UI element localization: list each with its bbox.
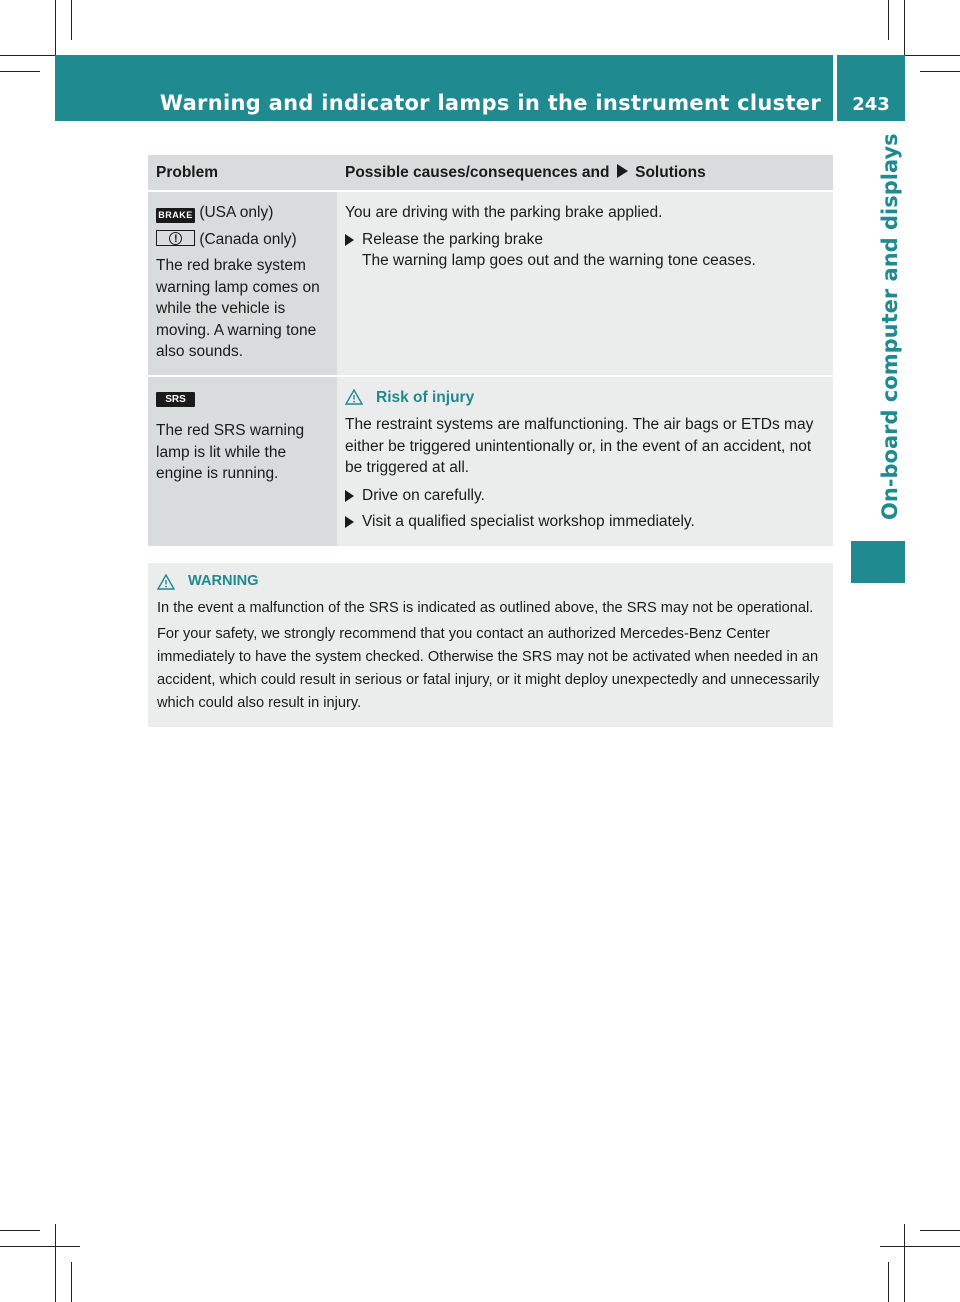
crop-mark bbox=[888, 0, 889, 40]
crop-mark bbox=[0, 71, 40, 72]
page-header bbox=[55, 55, 833, 121]
side-tab-label: On-board computer and displays bbox=[878, 133, 902, 520]
srs-lamp-line bbox=[156, 387, 329, 409]
brake-warning-icon: BRAKE bbox=[156, 208, 195, 223]
step-text: Drive on carefully. bbox=[362, 486, 485, 504]
crop-mark bbox=[888, 1262, 889, 1302]
action-step bbox=[345, 229, 825, 272]
risk-heading-text: Risk of injury bbox=[376, 388, 475, 406]
warning-heading-text: WARNING bbox=[188, 573, 259, 589]
problem-solution-table bbox=[148, 155, 833, 546]
crop-mark bbox=[920, 71, 960, 72]
table-header-row bbox=[148, 155, 833, 191]
srs-warning-icon: SRS bbox=[156, 392, 195, 407]
problem-cell bbox=[148, 191, 337, 376]
risk-heading bbox=[345, 387, 825, 409]
canada-only-label: (Canada only) bbox=[199, 230, 297, 248]
solution-cell bbox=[337, 191, 833, 376]
solution-cell bbox=[337, 376, 833, 546]
brake-circle-icon bbox=[156, 230, 195, 246]
table-row bbox=[148, 376, 833, 546]
action-arrow-icon bbox=[345, 516, 354, 528]
crop-mark bbox=[920, 1230, 960, 1231]
action-arrow-icon bbox=[345, 490, 354, 502]
cause-text: You are driving with the parking brake applied. bbox=[345, 204, 663, 221]
column-header-solutions bbox=[337, 155, 833, 191]
warning-triangle-icon bbox=[157, 574, 175, 590]
warning-paragraph: In the event a malfunction of the SRS is indicated as outlined above, the SRS may not be operational. bbox=[157, 600, 814, 616]
step-result: The warning lamp goes out and the warning tone ceases. bbox=[362, 252, 756, 269]
crop-mark bbox=[0, 1230, 40, 1231]
page-number-box bbox=[837, 55, 905, 121]
crop-mark bbox=[71, 1262, 72, 1302]
usa-lamp-line bbox=[156, 202, 329, 224]
crop-mark bbox=[55, 1224, 56, 1302]
warning-heading bbox=[157, 570, 825, 593]
usa-only-label: (USA only) bbox=[199, 204, 274, 221]
side-tab-marker bbox=[851, 541, 905, 583]
step-text: Release the parking brake bbox=[362, 230, 543, 248]
action-arrow-icon bbox=[345, 234, 354, 246]
warning-paragraph: For your safety, we strongly recommend that you contact an authorized Mercedes-Benz Center immediately to have the system checked. Otherwise the SRS may not be activated when needed in an accident, which could result in serious or fatal injury, or it might deploy unexpectedly and unnecessarily which could also result in injury. bbox=[157, 626, 820, 711]
action-arrow-icon bbox=[617, 164, 628, 178]
action-step bbox=[345, 511, 825, 533]
crop-mark bbox=[880, 1246, 960, 1247]
column-header-solutions-post: Solutions bbox=[635, 163, 706, 181]
column-header-solutions-pre: Possible causes/consequences and bbox=[345, 163, 610, 181]
column-header-problem: Problem bbox=[148, 155, 337, 191]
table-row bbox=[148, 191, 833, 376]
crop-mark bbox=[71, 0, 72, 40]
cause-text: The restraint systems are malfunctioning. The air bags or ETDs may either be triggered unintentionally or, in the event of an accident, not be triggered at all. bbox=[345, 416, 814, 476]
canada-lamp-line bbox=[156, 229, 329, 251]
page-number: 243 bbox=[852, 94, 890, 115]
crop-mark bbox=[904, 1224, 905, 1302]
warning-triangle-icon bbox=[345, 389, 363, 405]
warning-box bbox=[148, 563, 833, 727]
problem-cell bbox=[148, 376, 337, 546]
step-text: Visit a qualified specialist workshop immediately. bbox=[362, 513, 695, 530]
problem-description: The red SRS warning lamp is lit while the engine is running. bbox=[156, 422, 305, 482]
problem-description: The red brake system warning lamp comes on while the vehicle is moving. A warning tone also sounds. bbox=[156, 257, 320, 360]
crop-mark bbox=[0, 1246, 80, 1247]
page-title: Warning and indicator lamps in the instrument cluster bbox=[159, 91, 821, 115]
action-step bbox=[345, 485, 825, 507]
